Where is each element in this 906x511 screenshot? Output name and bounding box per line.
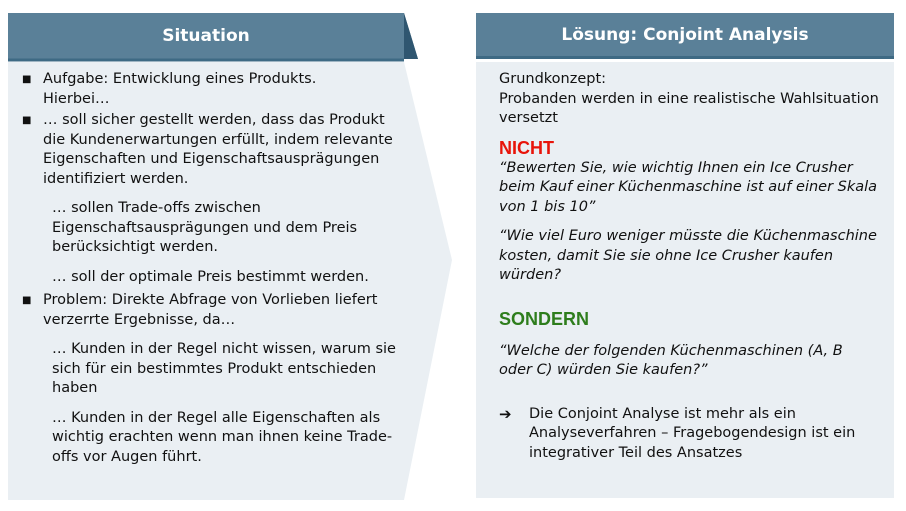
quote-choice: “Welche der folgenden Küchenmaschinen (A, B oder C) würden Sie kaufen?” (499, 342, 843, 378)
arrow-right-icon: ➔ (499, 404, 512, 423)
situation-header: Situation (162, 26, 250, 46)
list-item (22, 70, 408, 109)
nicht-heading: NICHT (499, 137, 554, 158)
situation-content (22, 70, 408, 467)
intro-text: Probanden werden in eine realistische Wahlsituation versetzt (499, 90, 879, 126)
task-text: Aufgabe: Entwicklung eines Produkts. Hierbei… (43, 71, 317, 107)
sondern-heading: SONDERN (499, 308, 590, 329)
sub-item: … Kunden in der Regel alle Eigenschaften als wichtig erachten wenn man ihnen keine Trade-offs vor Augen führt. (52, 409, 393, 465)
sub-item: … sollen Trade-offs zwischen Eigenschaftsausprägungen und dem Preis berücksichtigt werden. (52, 200, 358, 255)
solution-header: Lösung: Conjoint Analysis (476, 13, 894, 59)
bullet-icon: ■ (22, 295, 32, 306)
quote-price: “Wie viel Euro weniger müsste die Küchenmaschine kosten, damit Sie sie ohne Ice Crusher kaufen würden? (499, 228, 877, 283)
problem-text: Problem: Direkte Abfrage von Vorlieben liefert verzerrte Ergebnisse, da… (43, 292, 378, 328)
requirement-text: … soll sicher gestellt werden, dass das Produkt die Kundenerwartungen erfüllt, indem relevante Eigenschaften und Eigenschaftsausprägungen identifiziert werden. (43, 112, 393, 187)
bullet-icon: ■ (22, 74, 32, 85)
sub-item: … soll der optimale Preis bestimmt werden. (52, 268, 369, 285)
intro-label: Grundkonzept: (499, 71, 607, 87)
list-item (22, 111, 408, 189)
sub-item: … Kunden in der Regel nicht wissen, warum sie sich für ein bestimmtes Produkt entschieden haben (52, 341, 396, 396)
list-item (22, 291, 408, 330)
solution-content (499, 70, 879, 463)
conclusion-text: Die Conjoint Analyse ist mehr als ein Analyseverfahren – Fragebogendesign ist ein integrativer Teil des Ansatzes (529, 405, 856, 461)
quote-rating: “Bewerten Sie, wie wichtig Ihnen ein Ice Crusher beim Kauf einer Küchenmaschine ist auf einer Skala von 1 bis 10” (499, 159, 878, 215)
bullet-icon: ■ (22, 115, 32, 126)
conclusion-item (499, 405, 879, 464)
